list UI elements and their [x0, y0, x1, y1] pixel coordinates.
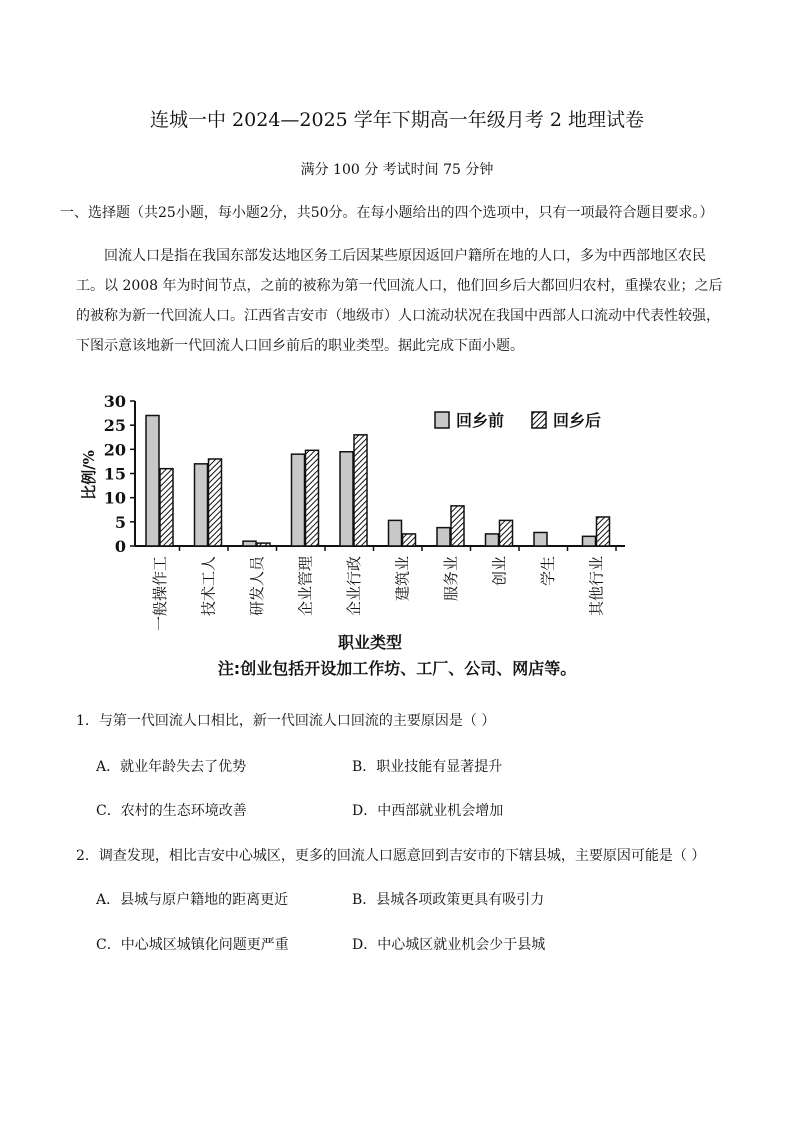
- exam-info: 满分 100 分 考试时间 75 分钟: [300, 162, 494, 178]
- y-tick-label: 5: [114, 512, 126, 532]
- legend-label: 回乡后: [553, 411, 602, 430]
- bar-before: [389, 520, 402, 546]
- passage-line: 回流人口是指在我国东部发达地区务工后因某些原因返回户籍所在地的人口，多为中西部地区农民: [104, 248, 706, 264]
- bar-before: [534, 532, 547, 546]
- q2-option-a[interactable]: A．县城与原户籍地的距离更近: [96, 892, 289, 908]
- x-tick-label: 其他行业: [587, 556, 606, 617]
- x-tick-label: 技术工人: [199, 556, 218, 617]
- bar-before: [486, 534, 499, 546]
- bar-before: [243, 541, 256, 546]
- bar-after: [209, 459, 222, 546]
- q2-option-d[interactable]: D．中心城区就业机会少于县城: [352, 937, 546, 953]
- chart-note: 注:创业包括开设加工作坊、工厂、公司、网店等。: [217, 659, 577, 678]
- y-tick-label: 15: [103, 464, 126, 484]
- x-axis-label: 职业类型: [337, 633, 403, 652]
- legend-swatch: [532, 412, 546, 428]
- x-tick-label: 企业行政: [345, 556, 363, 617]
- x-tick-label: 一般操作工: [151, 556, 169, 632]
- bar-before: [340, 452, 353, 546]
- x-tick-label: 研发人员: [248, 556, 266, 617]
- q1-option-b[interactable]: B．职业技能有显著提升: [352, 759, 503, 775]
- y-tick-label: 0: [114, 537, 126, 556]
- bar-after: [451, 506, 464, 546]
- bar-after: [257, 543, 270, 546]
- q1-option-a[interactable]: A．就业年龄失去了优势: [96, 759, 247, 775]
- q2-option-c[interactable]: C．中心城区城镇化问题更严重: [96, 937, 289, 953]
- x-tick-label: 服务业: [442, 556, 460, 602]
- bar-before: [146, 416, 159, 547]
- passage-line: 的被称为新一代回流人口。江西省吉安市（地级市）人口流动状况在我国中西部人口流动中代表性较强，: [76, 308, 720, 324]
- y-tick-label: 20: [103, 440, 126, 460]
- x-tick-label: 创业: [490, 556, 509, 587]
- bar-after: [306, 450, 319, 546]
- x-tick-label: 建筑业: [393, 556, 412, 602]
- legend-swatch: [435, 412, 449, 428]
- bar-before: [195, 464, 208, 546]
- y-tick-label: 30: [103, 392, 126, 411]
- exam-title: 连城一中 2024—2025 学年下期高一年级月考 2 地理试卷: [150, 109, 644, 131]
- occupation-bar-chart: [80, 385, 640, 655]
- legend-label: 回乡前: [456, 411, 505, 430]
- bar-after: [597, 517, 610, 546]
- passage-line: 工。以 2008 年为时间节点，之前的被称为第一代回流人口，他们回乡后大都回归农村，重操农业；之后: [76, 278, 723, 294]
- bar-after: [500, 520, 513, 546]
- bar-before: [292, 454, 305, 546]
- y-tick-label: 10: [103, 488, 126, 508]
- question-1-stem: 1．与第一代回流人口相比，新一代回流人口回流的主要原因是（ ）: [76, 713, 496, 729]
- y-tick-label: 25: [103, 416, 126, 436]
- bar-before: [583, 536, 596, 546]
- section-heading: 一、选择题（共25小题，每小题2分，共50分。在每小题给出的四个选项中，只有一项最符合题目要求。）: [60, 205, 714, 221]
- question-2-stem: 2．调查发现，相比吉安中心城区，更多的回流人口愿意回到吉安市的下辖县城，主要原因可能是（ ）: [76, 848, 706, 864]
- bar-after: [160, 469, 173, 546]
- y-axis-label: 比例/%: [80, 450, 98, 500]
- x-tick-label: 企业管理: [296, 556, 315, 617]
- passage: [76, 241, 738, 361]
- bar-before: [437, 528, 450, 546]
- bar-after: [403, 534, 416, 546]
- q1-option-c[interactable]: C．农村的生态环境改善: [96, 803, 247, 819]
- q1-option-d[interactable]: D．中西部就业机会增加: [352, 803, 504, 819]
- q2-option-b[interactable]: B．县城各项政策更具有吸引力: [352, 892, 545, 908]
- x-tick-label: 学生: [539, 556, 557, 587]
- passage-line: 下图示意该地新一代回流人口回乡前后的职业类型。据此完成下面小题。: [76, 338, 524, 354]
- bar-after: [354, 435, 367, 546]
